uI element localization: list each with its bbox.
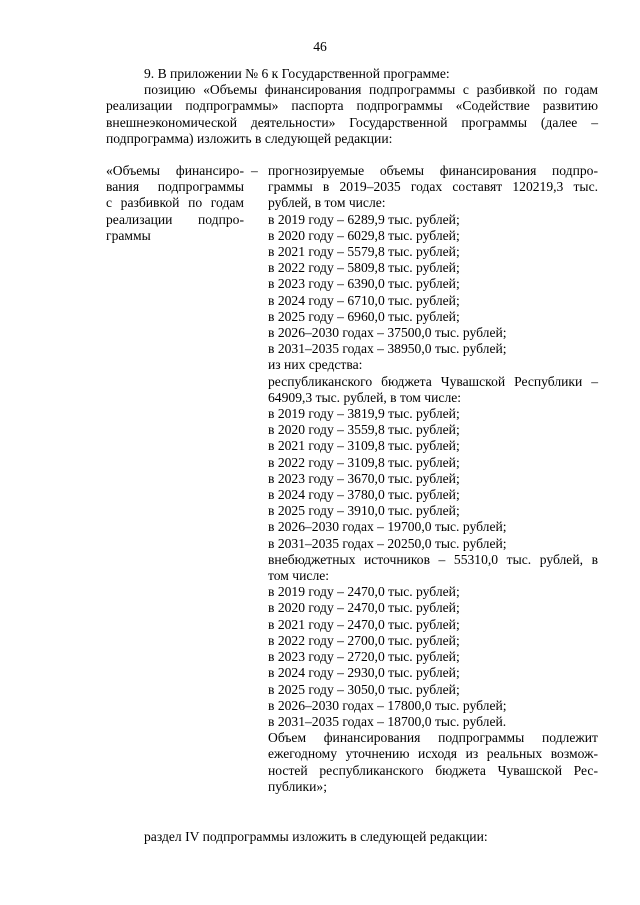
right-line: из них средства: <box>268 357 363 373</box>
right-line: республиканского бюджета Чувашской Республики – <box>268 373 598 389</box>
right-line: внебюджетных источников – 55310,0 тыс. рублей, в <box>268 551 598 567</box>
right-line: публики»; <box>268 778 327 794</box>
right-line: в 2019 году – 3819,9 тыс. рублей; <box>268 406 460 422</box>
right-line: в 2024 году – 3780,0 тыс. рублей; <box>268 487 460 503</box>
right-line: в 2026–2030 годах – 17800,0 тыс. рублей; <box>268 697 507 713</box>
right-line: том числе: <box>268 568 330 584</box>
right-line: ностей республиканского бюджета Чувашской Рес- <box>268 762 598 778</box>
right-line: в 2024 году – 2930,0 тыс. рублей; <box>268 665 460 681</box>
table-dash: – <box>251 163 258 178</box>
right-line: в 2021 году – 5579,8 тыс. рублей; <box>268 244 460 260</box>
left-line: вания подпрограммы <box>106 179 244 195</box>
right-line: в 2026–2030 годах – 37500,0 тыс. рублей; <box>268 325 507 341</box>
intro-line: внешнеэкономической деятельности» Государственной программы (далее – <box>106 114 598 130</box>
table-right-column <box>268 163 598 795</box>
page-number: 46 <box>313 39 327 54</box>
right-line: в 2022 году – 3109,8 тыс. рублей; <box>268 454 460 470</box>
right-line: 64909,3 тыс. рублей, в том числе: <box>268 389 462 405</box>
right-line: ежегодному уточнению исходя из реальных возмож- <box>268 746 598 762</box>
right-line: в 2031–2035 годах – 20250,0 тыс. рублей; <box>268 535 507 551</box>
right-line: в 2020 году – 6029,8 тыс. рублей; <box>268 227 460 243</box>
right-line: в 2021 году – 2470,0 тыс. рублей; <box>268 616 460 632</box>
right-line: в 2031–2035 годах – 18700,0 тыс. рублей. <box>268 713 507 729</box>
right-line: в 2019 году – 2470,0 тыс. рублей; <box>268 584 460 600</box>
left-line: «Объемы финансиро- <box>106 163 244 178</box>
intro-heading: 9. В приложении № 6 к Государственной программе: <box>144 66 450 81</box>
intro-line: подпрограмма) изложить в следующей редакции: <box>106 130 393 146</box>
right-line: в 2024 году – 6710,0 тыс. рублей; <box>268 292 460 308</box>
right-line: в 2025 году – 3910,0 тыс. рублей; <box>268 503 460 519</box>
right-line: в 2020 году – 2470,0 тыс. рублей; <box>268 600 460 616</box>
right-line: в 2019 году – 6289,9 тыс. рублей; <box>268 211 460 227</box>
right-line: в 2026–2030 годах – 19700,0 тыс. рублей; <box>268 519 507 535</box>
left-line: реализации подпро- <box>106 211 244 227</box>
right-line: в 2022 году – 5809,8 тыс. рублей; <box>268 260 460 276</box>
left-line: граммы <box>106 227 151 243</box>
right-line: в 2025 году – 6960,0 тыс. рублей; <box>268 308 460 324</box>
right-line: рублей, в том числе: <box>268 195 386 211</box>
table-left-column <box>106 163 244 244</box>
right-line: граммы в 2019–2035 годах составят 120219,3 тыс. <box>268 179 598 195</box>
intro-paragraph <box>106 66 598 147</box>
right-line: в 2023 году – 2720,0 тыс. рублей; <box>268 649 460 665</box>
intro-line: позицию «Объемы финансирования подпрограммы с разбивкой по годам <box>144 82 598 98</box>
right-line: в 2021 году – 3109,8 тыс. рублей; <box>268 438 460 454</box>
final-paragraph: раздел IV подпрограммы изложить в следующей редакции: <box>144 829 488 844</box>
right-line: в 2022 году – 2700,0 тыс. рублей; <box>268 632 460 648</box>
right-line: в 2020 году – 3559,8 тыс. рублей; <box>268 422 460 438</box>
right-line: прогнозируемые объемы финансирования подпро- <box>268 163 598 178</box>
right-line: в 2025 году – 3050,0 тыс. рублей; <box>268 681 460 697</box>
right-line: в 2023 году – 6390,0 тыс. рублей; <box>268 276 460 292</box>
right-line: в 2031–2035 годах – 38950,0 тыс. рублей; <box>268 341 507 357</box>
intro-line: реализации подпрограммы» паспорта подпрограммы «Содействие развитию <box>106 98 598 114</box>
right-line: в 2023 году – 3670,0 тыс. рублей; <box>268 470 460 486</box>
right-line: Объем финансирования подпрограммы подлежит <box>268 730 598 746</box>
left-line: с разбивкой по годам <box>106 195 244 211</box>
